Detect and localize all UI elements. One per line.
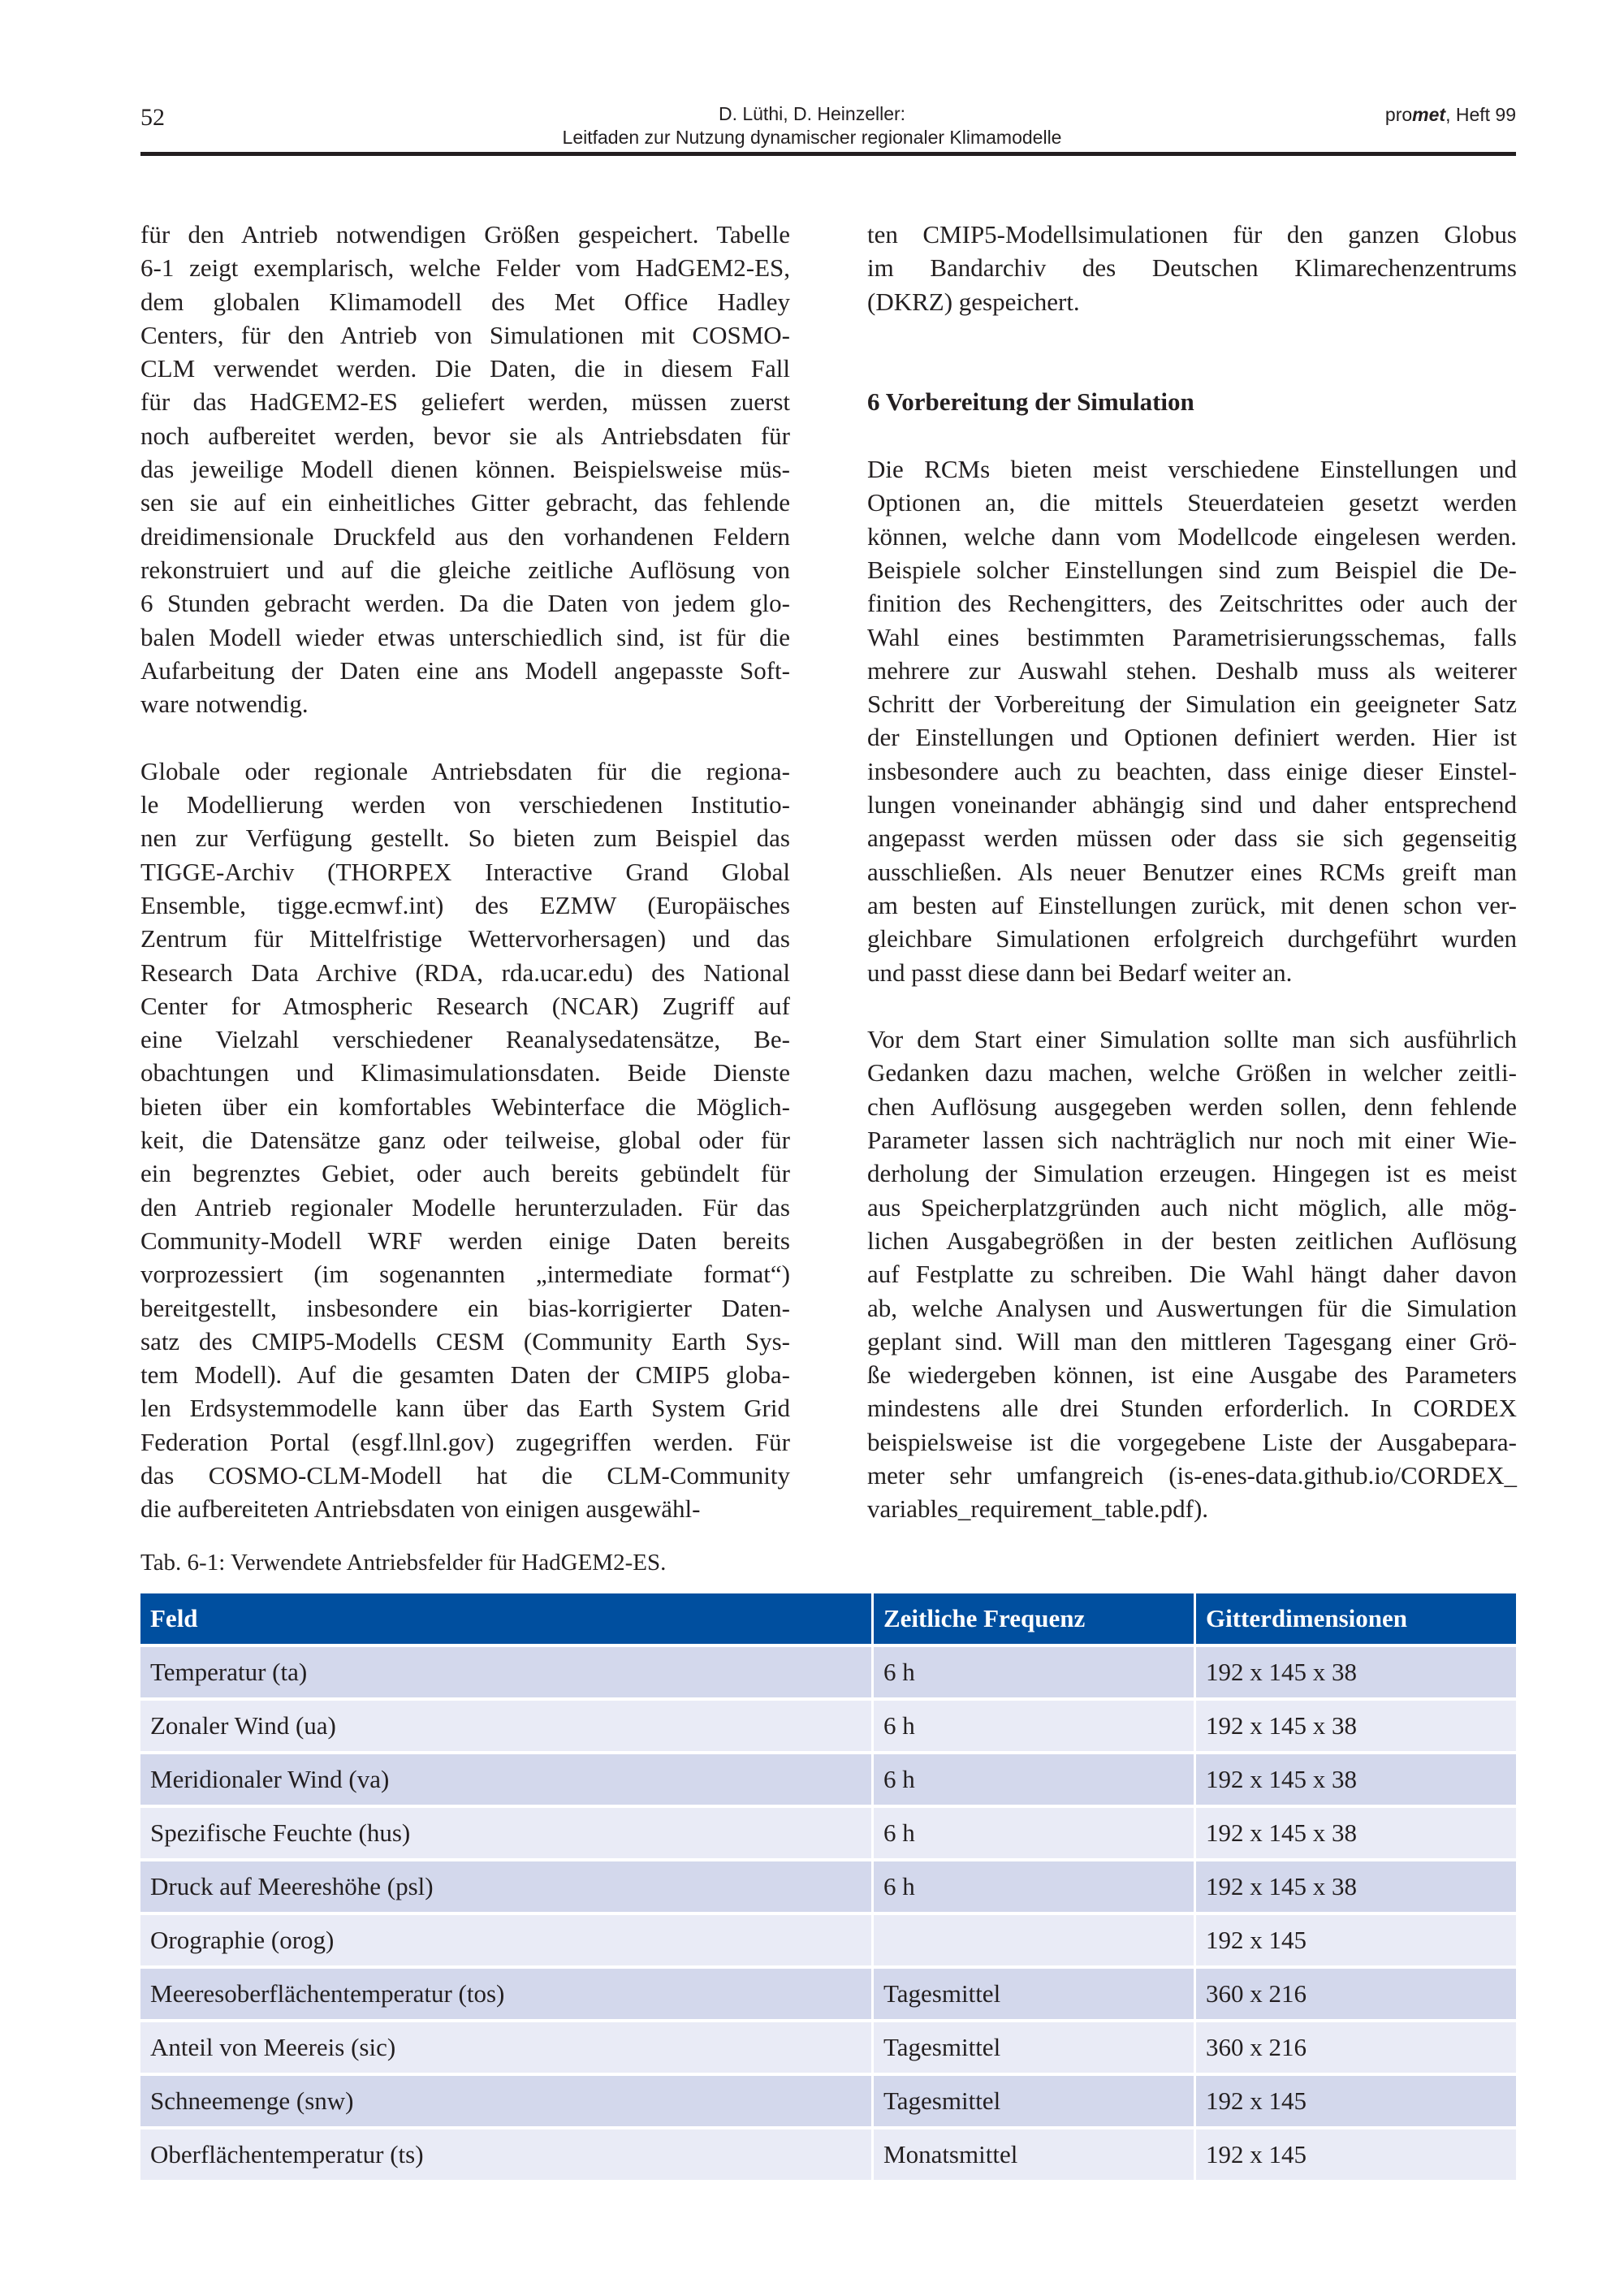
text-line: Community-Modell WRF werden einige Daten bereits xyxy=(140,1226,790,1255)
text-line: ten CMIP5-Modellsimulationen für den ganzen Globus xyxy=(867,220,1517,249)
text-line: Wahl eines bestimmten Parametrisierungsschemas, falls xyxy=(867,622,1517,651)
paragraph-gap xyxy=(867,318,1517,352)
text-line: ausschließen. Als neuer Benutzer eines RCMs greift man xyxy=(867,857,1517,886)
text-line: TIGGE-Archiv (THORPEX Interactive Grand Global xyxy=(140,857,790,886)
header-title: Leitfaden zur Nutzung dynamischer regionaler Klimamodelle xyxy=(562,127,1062,148)
left-column xyxy=(140,218,790,1526)
text-line: lichen Ausgabegrößen in der besten zeitlichen Auflösung xyxy=(867,1226,1517,1255)
paragraph-gap xyxy=(140,720,790,754)
table-row xyxy=(140,1647,1516,1701)
text-line: 6-1 zeigt exemplarisch, welche Felder vom HadGEM2-ES, xyxy=(140,253,790,283)
table-header-row xyxy=(140,1593,1516,1647)
table-row xyxy=(140,1754,1516,1808)
text-line: chen Auflösung ausgegeben werden sollen, denn fehlende xyxy=(867,1092,1517,1121)
column-header: Zeitliche Frequenz xyxy=(874,1593,1196,1647)
text-line: balen Modell wieder etwas unterschiedlich sind, ist für die xyxy=(140,622,790,651)
frequency-cell: 6 h xyxy=(874,1808,1196,1861)
text-line: mindestens alle drei Stunden erforderlich. In CORDEX xyxy=(867,1394,1517,1423)
field-cell: Druck auf Meereshöhe (psl) xyxy=(140,1861,874,1915)
grid-dimensions-cell: 360 x 216 xyxy=(1196,2022,1516,2076)
text-line: dem globalen Klimamodell des Met Office Hadley xyxy=(140,287,790,316)
field-cell: Oberflächentemperatur (ts) xyxy=(140,2130,874,2183)
section-heading: 6 Vorbereitung der Simulation xyxy=(867,387,1194,417)
text-line: Center for Atmospheric Research (NCAR) Zugriff auf xyxy=(140,991,790,1020)
grid-dimensions-cell: 192 x 145 xyxy=(1196,1915,1516,1969)
text-line: nen zur Verfügung gestellt. So bieten zum Beispiel das xyxy=(140,824,790,853)
text-line: variables_requirement_table.pdf). xyxy=(867,1494,1209,1524)
text-line: lungen voneinander abhängig sind und daher entsprechend xyxy=(867,790,1517,819)
text-line: 6 Stunden gebracht werden. Da die Daten von jedem glo- xyxy=(140,589,790,618)
text-line: auf Festplatte zu schreiben. Die Wahl hängt daher davon xyxy=(867,1260,1517,1289)
text-line: beispielsweise ist die vorgegebene Liste der Ausgabepara- xyxy=(867,1427,1517,1456)
field-cell: Orographie (orog) xyxy=(140,1915,874,1969)
field-cell: Meeresoberflächentemperatur (tos) xyxy=(140,1969,874,2022)
grid-dimensions-cell: 192 x 145 x 38 xyxy=(1196,1647,1516,1701)
text-line: Vor dem Start einer Simulation sollte man sich ausführlich xyxy=(867,1025,1517,1054)
frequency-cell: Tagesmittel xyxy=(874,1969,1196,2022)
text-line: ein begrenztes Gebiet, oder auch bereits gebündelt für xyxy=(140,1159,790,1188)
grid-dimensions-cell: 192 x 145 xyxy=(1196,2076,1516,2130)
table-row xyxy=(140,1915,1516,1969)
paragraph-gap xyxy=(867,352,1517,385)
field-cell: Anteil von Meereis (sic) xyxy=(140,2022,874,2076)
frequency-cell xyxy=(874,1915,1196,1969)
frequency-cell: 6 h xyxy=(874,1647,1196,1701)
text-line: Centers, für den Antrieb von Simulationen mit COSMO- xyxy=(140,320,790,349)
grid-dimensions-cell: 360 x 216 xyxy=(1196,1969,1516,2022)
text-line: sen sie auf ein einheitliches Gitter gebracht, das fehlende xyxy=(140,488,790,517)
table-caption: Tab. 6-1: Verwendete Antriebsfelder für HadGEM2-ES. xyxy=(140,1550,667,1576)
text-line: bereitgestellt, insbesondere ein bias-korrigierter Daten- xyxy=(140,1293,790,1322)
text-line: ße wiedergeben können, ist eine Ausgabe des Parameters xyxy=(867,1360,1517,1390)
table-row xyxy=(140,1808,1516,1861)
header-rule xyxy=(140,152,1516,156)
text-line: angepasst werden müssen oder dass sie sich gegenseitig xyxy=(867,824,1517,853)
text-line: können, welche dann vom Modellcode eingelesen werden. xyxy=(867,521,1517,551)
text-line: Parameter lassen sich nachträglich nur noch mit einer Wie- xyxy=(867,1126,1517,1155)
text-line: Optionen an, die mittels Steuerdateien gesetzt werden xyxy=(867,488,1517,517)
text-line: für den Antrieb notwendigen Größen gespeichert. Tabelle xyxy=(140,220,790,249)
field-cell: Temperatur (ta) xyxy=(140,1647,874,1701)
paragraph-gap xyxy=(867,419,1517,452)
text-line: Ensemble, tigge.ecmwf.int) des EZMW (Europäisches xyxy=(140,890,790,919)
grid-dimensions-cell: 192 x 145 xyxy=(1196,2130,1516,2183)
frequency-cell: Tagesmittel xyxy=(874,2022,1196,2076)
table-row xyxy=(140,2130,1516,2183)
text-line: finition des Rechengitters, des Zeitschrittes oder auch der xyxy=(867,589,1517,618)
text-line: geplant sind. Will man den mittleren Tagesgang einer Grö- xyxy=(867,1326,1517,1356)
text-line: obachtungen und Klimasimulationsdaten. Beide Dienste xyxy=(140,1058,790,1087)
text-line: für das HadGEM2-ES geliefert werden, müssen zuerst xyxy=(140,387,790,417)
table-row xyxy=(140,1969,1516,2022)
grid-dimensions-cell: 192 x 145 x 38 xyxy=(1196,1861,1516,1915)
grid-dimensions-cell: 192 x 145 x 38 xyxy=(1196,1808,1516,1861)
journal-pro: pro xyxy=(1384,104,1413,125)
text-line: le Modellierung werden von verschiedenen Institutio- xyxy=(140,790,790,819)
text-line: noch aufbereitet werden, bevor sie als Antriebsdaten für xyxy=(140,421,790,450)
text-line: satz des CMIP5-Modells CESM (Community Earth Sys- xyxy=(140,1326,790,1356)
text-line: und passt diese dann bei Bedarf weiter an. xyxy=(867,958,1293,987)
text-line: meter sehr umfangreich (is-enes-data.github.io/CORDEX_ xyxy=(867,1460,1517,1490)
journal-label xyxy=(1385,104,1516,126)
text-line: (DKRZ) gespeichert. xyxy=(867,287,1080,316)
text-line: Beispiele solcher Einstellungen sind zum Beispiel die De- xyxy=(867,555,1517,584)
text-line: dreidimensionale Druckfeld aus den vorhandenen Feldern xyxy=(140,521,790,551)
text-line: insbesondere auch zu beachten, dass einige dieser Einstel- xyxy=(867,756,1517,785)
text-line: bieten über ein komfortables Webinterface die Möglich- xyxy=(140,1092,790,1121)
running-header xyxy=(0,102,1624,149)
field-cell: Schneemenge (snw) xyxy=(140,2076,874,2130)
journal-met: met xyxy=(1412,104,1446,125)
field-cell: Meridionaler Wind (va) xyxy=(140,1754,874,1808)
page-number: 52 xyxy=(140,104,165,131)
table-row xyxy=(140,2022,1516,2076)
text-line: Gedanken dazu machen, welche Größen in welcher zeitli- xyxy=(867,1058,1517,1087)
text-line: vorprozessiert (im sogenannten „intermediate format“) xyxy=(140,1260,790,1289)
text-line: am besten auf Einstellungen zurück, mit denen schon ver- xyxy=(867,890,1517,919)
text-line: der Einstellungen und Optionen definiert werden. Hier ist xyxy=(867,723,1517,752)
text-line: tem Modell). Auf die gesamten Daten der CMIP5 globa- xyxy=(140,1360,790,1390)
header-authors: D. Lüthi, D. Heinzeller: xyxy=(718,103,906,124)
forcing-fields-table xyxy=(140,1593,1516,2183)
grid-dimensions-cell: 192 x 145 x 38 xyxy=(1196,1754,1516,1808)
column-header: Feld xyxy=(140,1593,874,1647)
text-line: Federation Portal (esgf.llnl.gov) zugegriffen werden. Für xyxy=(140,1427,790,1456)
text-line: ab, welche Analysen und Auswertungen für die Simulation xyxy=(867,1293,1517,1322)
text-line: im Bandarchiv des Deutschen Klimarechenzentrums xyxy=(867,253,1517,283)
text-line: aus Speicherplatzgründen auch nicht möglich, alle mög- xyxy=(867,1192,1517,1222)
text-line: das jeweilige Modell dienen können. Beispielsweise müs- xyxy=(140,455,790,484)
frequency-cell: Tagesmittel xyxy=(874,2076,1196,2130)
text-line: rekonstruiert und auf die gleiche zeitliche Auflösung von xyxy=(140,555,790,584)
table-row xyxy=(140,1701,1516,1754)
text-line: Globale oder regionale Antriebsdaten für die regiona- xyxy=(140,756,790,785)
field-cell: Spezifische Feuchte (hus) xyxy=(140,1808,874,1861)
text-line: Zentrum für Mittelfristige Wettervorhersagen) und das xyxy=(140,924,790,953)
frequency-cell: 6 h xyxy=(874,1861,1196,1915)
text-line: mehrere zur Auswahl stehen. Deshalb muss als weiterer xyxy=(867,655,1517,685)
text-line: eine Vielzahl verschiedener Reanalysedatensätze, Be- xyxy=(140,1025,790,1054)
field-cell: Zonaler Wind (ua) xyxy=(140,1701,874,1754)
text-line: len Erdsystemmodelle kann über das Earth System Grid xyxy=(140,1394,790,1423)
column-header: Gitterdimensionen xyxy=(1196,1593,1516,1647)
text-line: gleichbare Simulationen erfolgreich durchgeführt wurden xyxy=(867,924,1517,953)
paragraph-gap xyxy=(867,989,1517,1023)
right-column xyxy=(867,218,1517,1526)
frequency-cell: Monatsmittel xyxy=(874,2130,1196,2183)
text-line: Aufarbeitung der Daten eine ans Modell angepasste Soft- xyxy=(140,655,790,685)
text-line: CLM verwendet werden. Die Daten, die in diesem Fall xyxy=(140,354,790,383)
text-line: Research Data Archive (RDA, rda.ucar.edu) des National xyxy=(140,958,790,987)
journal-issue: , Heft 99 xyxy=(1445,104,1516,125)
table-row xyxy=(140,2076,1516,2130)
table-row xyxy=(140,1861,1516,1915)
text-line: ware notwendig. xyxy=(140,690,309,719)
frequency-cell: 6 h xyxy=(874,1754,1196,1808)
text-line: den Antrieb regionaler Modelle herunterzuladen. Für das xyxy=(140,1192,790,1222)
grid-dimensions-cell: 192 x 145 x 38 xyxy=(1196,1701,1516,1754)
text-line: die aufbereiteten Antriebsdaten von einigen ausgewähl- xyxy=(140,1494,701,1524)
text-line: derholung der Simulation erzeugen. Hingegen ist es meist xyxy=(867,1159,1517,1188)
text-line: das COSMO-CLM-Modell hat die CLM-Community xyxy=(140,1460,790,1490)
frequency-cell: 6 h xyxy=(874,1701,1196,1754)
text-line: Die RCMs bieten meist verschiedene Einstellungen und xyxy=(867,455,1517,484)
text-line: keit, die Datensätze ganz oder teilweise, global oder für xyxy=(140,1126,790,1155)
text-line: Schritt der Vorbereitung der Simulation ein geeigneter Satz xyxy=(867,690,1517,719)
